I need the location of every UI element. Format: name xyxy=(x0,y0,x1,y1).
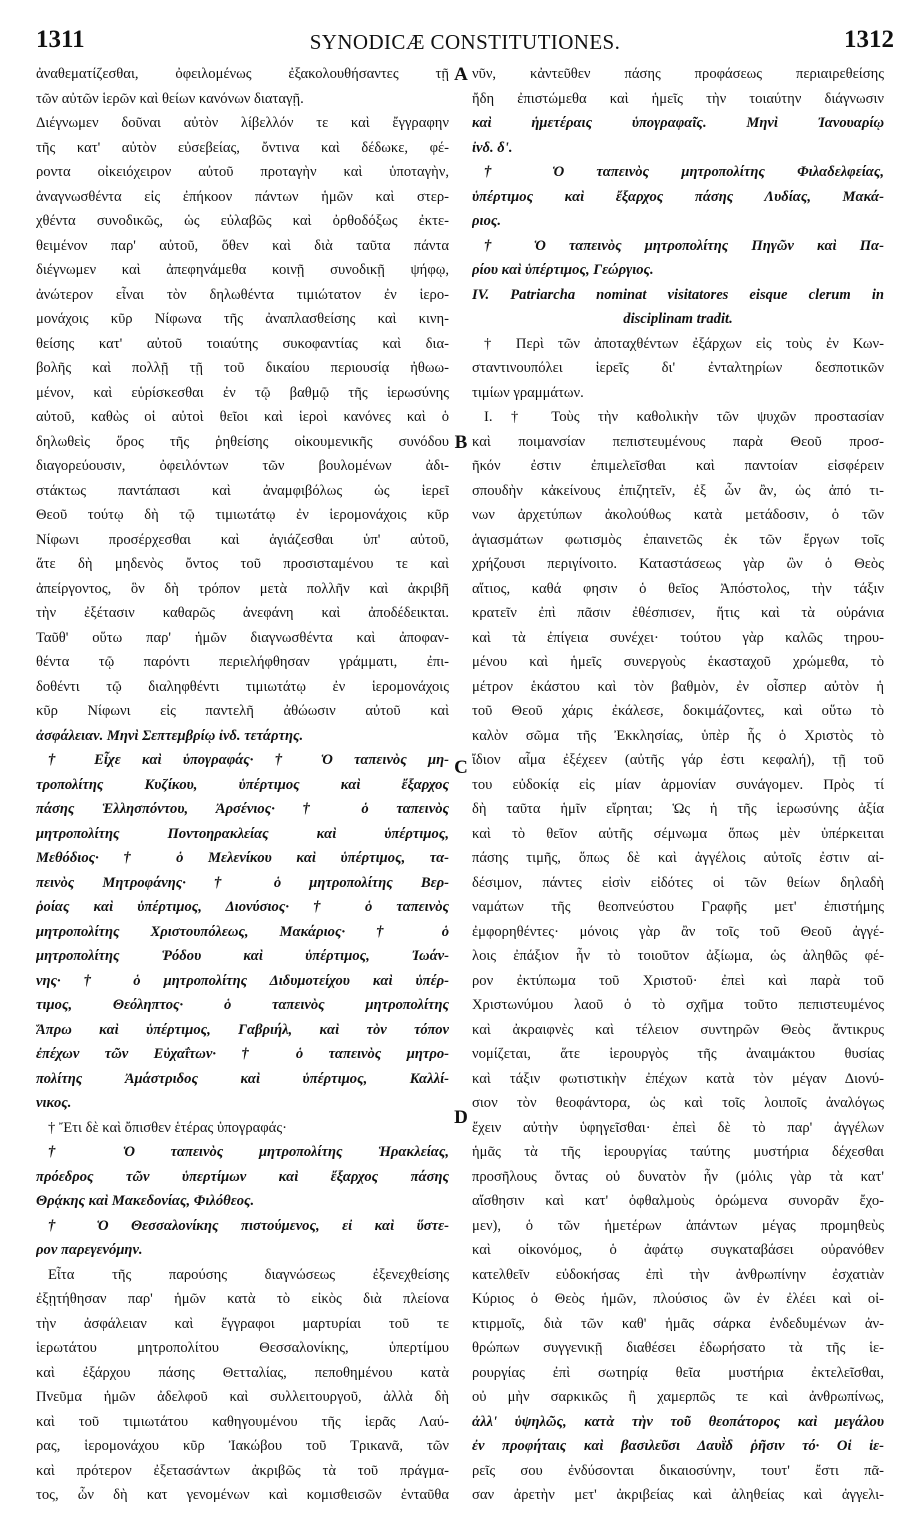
text-line: ἀναθεματίζεσθαι, ὀφειλομένως ἐξακολουθήσαντες τῇ xyxy=(36,66,449,82)
text-line: πρόεδρος τῶν ὑπερτίμων καὶ ἔξαρχος πάσης xyxy=(36,1168,449,1185)
text-line: μονάχοις κῦρ Νίφωνα τῆς ἀναπλασθείσης καὶ κινη- xyxy=(36,311,449,327)
text-line: ῆκόν ἐστιν ἐπιμελεῖσθαι καὶ παντοίαν εἰσφέρειν xyxy=(472,458,884,474)
text-line: † Περὶ τῶν ἀποταχθέντων ἐξάρχων εἰς τοὺς ἐν Κων- xyxy=(484,335,884,352)
text-line: πολίτης Ἀμάστριδος καὶ ὑπέρτιμος, Καλλί- xyxy=(36,1070,449,1087)
margin-letter-a: A xyxy=(454,64,468,85)
text-line: ἐμφορηθέντες· μόνοις γὰρ ἂν τοῖς τοῦ Θεοῦ ἀγγέ- xyxy=(472,923,884,940)
text-line: νων ἀρχετύπων ἀκολούθως κατὰ μετάδοσιν, ὁ τῶν xyxy=(472,507,884,523)
text-line: † Ὁ ταπεινὸς μητροπολίτης Ἡρακλείας, xyxy=(48,1144,449,1160)
text-line: μένου καὶ ἡμεῖς συνεργοὺς ἑκασταχοῦ χρώμεθα, τὸ xyxy=(472,654,884,670)
text-line: ρον ἐκτύπωμα τοῦ Χριστοῦ· ἐπεὶ καὶ παρὰ τοῦ xyxy=(472,972,884,989)
text-line: Χριστωνύμου λαοῦ ὁ τὸ σχῆμα τοῦτο πεπιστευμένος xyxy=(472,997,884,1013)
text-line: νικος. xyxy=(36,1095,72,1111)
text-line: μητροπολίτης Ποντοηρακλείας καὶ ὑπέρτιμος, xyxy=(36,825,449,842)
text-line: καὶ οἰκονόμος, ὁ ἀφάτῳ συγκαταβάσει οὐρανόθεν xyxy=(472,1242,884,1258)
text-line: Διέγνωμεν δοῦναι αὐτὸν λίβελλόν τε καὶ ἔγγραφην xyxy=(36,115,449,131)
text-line: ἅτε δὴ μηδενὸς ὄντος τοῦ προσισταμένου τε καὶ xyxy=(36,556,449,572)
text-line: δηλωθεὶς ὅρος τῆς ῥηθείσης οἰκουμενικῆς συνόδου xyxy=(36,433,449,450)
text-line: καὶ ποιμανσίαν πεπιστευμένους παρὰ Θεοῦ προσ- xyxy=(472,433,884,450)
text-line: τροπολίτης Κυζίκου, ὑπέρτιμος καὶ ἔξαρχος xyxy=(36,776,449,793)
text-line: τοῦ Θεοῦ χάρις ἐκάλεσε, δοκιμάζοντες, καὶ οὕτω τὸ xyxy=(472,703,884,719)
right-page-number: 1312 xyxy=(844,26,894,53)
text-line: ριος. xyxy=(472,213,502,229)
text-line: † Ὁ ταπεινὸς μητροπολίτης Πηγῶν καὶ Πα- xyxy=(484,237,884,254)
text-line: μένον, καὶ εὑρίσκεσθαι ἐν τῷ βαθμῷ τῆς ἱερωσύνης xyxy=(36,384,449,401)
left-column xyxy=(36,62,449,1508)
text-line: ρουργίας ἐπὶ σωτηρίᾳ θεῖα μυστήρια ἐκτελεῖσθαι, xyxy=(472,1364,884,1381)
text-line: δοθέντι τῷ διαληφθέντι τιμιωτάτῳ ἐν ἱερομονάχοις xyxy=(36,678,449,695)
text-line: ῥοίας καὶ ὑπέρτιμος, Διονύσιος· † ὁ ταπεινὸς xyxy=(36,899,449,915)
text-line: ἴδιον αἷμα ἐξέχεεν (αὐτῆς γάρ ἐστι κεφαλή), τῇ τοῦ xyxy=(472,752,884,768)
text-line: χθέντα συνοδικῶς, ὡς εὐλαβῶς καὶ ὀρθοδόξως ἐκτε- xyxy=(36,213,449,229)
text-line: ἤδη ἐπιστώμεθα καὶ ἡμεῖς τὴν τοιαύτην διάγνωσιν xyxy=(472,90,884,107)
text-line: καὶ τοῦ τιμιωτάτου καθηγουμένου τῆς ἱερᾶς Λαύ- xyxy=(36,1413,449,1430)
text-line: ρον παρεγενόμην. xyxy=(36,1242,143,1258)
text-line: † Ὁ ταπεινὸς μητροπολίτης Φιλαδελφείας, xyxy=(484,164,884,180)
text-line: πάσης τιμῆς, ὅπως δὲ καὶ ἀγγέλοις αὐτοῖς ἐστιν αἰ- xyxy=(472,850,884,866)
text-line: καὶ τὰ ἐπίγεια συνέχει· τούτου γὰρ καλῶς τηρου- xyxy=(472,629,884,646)
text-line: κτιρμοῖς, διὰ τῶν καθ' ἡμᾶς σάρκα ἐνδεδυμένων ἀν- xyxy=(472,1315,884,1332)
text-line: στάκτως παντάπασι καὶ ἀναμφιβόλως ὡς ἱερεῖ xyxy=(36,482,449,499)
running-title: SYNODICÆ CONSTITUTIONES. xyxy=(309,30,621,54)
text-line: ἐξῃτήθησαν παρ' ἡμῶν κατὰ τὸ εἰκὸς διὰ πλείονα xyxy=(36,1291,449,1307)
text-line: διαγορεύουσιν, ὀφειλόντων τῶν βουλομένων ἀδι- xyxy=(36,458,449,474)
text-line: τῶν αὐτῶν ἱερῶν καὶ θείων κανόνων διαταγῇ. xyxy=(36,90,304,107)
text-line: τιμος, Θεόληπτος· ὁ ταπεινὸς μητροπολίτης xyxy=(36,997,449,1013)
text-line: ἱερωτάτου μητροπολίτου Θεσσαλονίκης, ὑπερτίμου xyxy=(36,1340,449,1356)
text-line: ἁγιασμάτων φωτισμὸς ἐπαινετῶς ἐκ τῶν ἔργων τοῖς xyxy=(472,531,884,548)
text-line: ἀλλ' ὑψηλῶς, κατὰ τὴν τοῦ θεοπάτορος καὶ μεγάλου xyxy=(472,1413,884,1430)
text-line: Θρᾴκης καὶ Μακεδονίας, Φιλόθεος. xyxy=(36,1193,255,1209)
text-line: σταντινουπόλει ἱερεῖς δι' ἐνταλτηρίων δεσποτικῶν xyxy=(472,360,884,376)
text-line: Ι. † Τοὺς τὴν καθολικὴν τῶν ψυχῶν προστασίαν xyxy=(484,409,884,425)
text-line: Κύριος ὁ Θεὸς ἡμῶν, πλούσιος ὢν ἐν ἐλέει καὶ οἰ- xyxy=(472,1291,884,1307)
text-line: νομίζεται, ἅτε ἱερουργὸς τῆς ἀναιμάκτου θυσίας xyxy=(472,1046,884,1062)
text-line: θειμένον παρ' αὐτοῦ, ὅθεν καὶ διὰ ταῦτα πάντα xyxy=(36,237,449,254)
text-line: διέγνωμεν καὶ ἀπεφηνάμεθα κοινῇ συνοδικῇ ψήφῳ, xyxy=(36,262,449,278)
text-line: πεινὸς Μητροφάνης· † ὁ μητροπολίτης Βερ- xyxy=(36,874,449,891)
text-line: τὴν ἀσφάλειαν καὶ ἔγγραφοι μαρτυρίαι τοῦ τε xyxy=(36,1315,449,1332)
text-line: δέσιμον, πάντες εἰσὶν εἰδότες οἱ τῶν θείων δηλαδὴ xyxy=(472,874,884,891)
text-line: ἀνώτερον εἶναι τὸν δηλωθέντα τιμιώτατον ἐν ἱερο- xyxy=(36,286,449,303)
text-line: μεν), ὁ τῶν ἡμετέρων ἁπάντων μέγας προμηθεὺς xyxy=(472,1217,884,1234)
text-line: νῦν, κἀντεῦθεν πάσης προφάσεως περιαιρεθείσης xyxy=(472,66,884,82)
text-line: disciplinam tradit. xyxy=(623,311,733,327)
text-line: θρώπων συγγενικῇ διαθέσει ἐδωρήσατο τὰ τῆς ἱε- xyxy=(472,1340,884,1356)
left-page-number: 1311 xyxy=(36,26,85,53)
text-line: † Ὁ Θεσσαλονίκης πιστούμενος, εἰ καὶ ὕστε- xyxy=(48,1217,449,1234)
text-line: βολῆς καὶ πολλῇ τῇ τοῦ δικαίου περιουσίᾳ ἠθωω- xyxy=(36,360,449,376)
text-line: † Εἶχε καὶ ὑπογραφάς· † Ὁ ταπεινὸς μη- xyxy=(48,752,449,768)
text-line: σπουδὴν κἀκείνους ἐπιζητεῖν, ἐξ ὧν ἂν, ὡς ἀπό τι- xyxy=(472,482,884,499)
text-line: μέτρον ἑκάστου καὶ τὸν βαθμὸν, ἐν οἷσπερ αὐτὸν ἡ xyxy=(472,678,884,695)
text-line: σαν ἀρετὴν μετ' ἀκριβείας καὶ ἀληθείας καὶ ἀγγελι- xyxy=(472,1487,884,1503)
text-line: ἰνδ. δ'. xyxy=(472,139,513,156)
margin-letter-d: D xyxy=(454,1107,468,1128)
right-column xyxy=(472,62,884,1508)
text-line: καὶ ἀκραιφνὲς καὶ τέλειον συντηρῶν Θεὸς ἄντικρυς xyxy=(472,1021,884,1038)
text-line: καὶ τὸ θεῖον αὐτῆς σέμνωμα ὅπως μὲν ὑπέρκειται xyxy=(472,825,884,842)
text-line: Θεοῦ τούτῳ δὴ τῷ τιμιωτάτῳ ἐν ἱερομονάχοις κῦρ xyxy=(36,507,449,523)
text-line: καλὸν σῶμα τῆς Ἐκκλησίας, ὑπὲρ ἧς ὁ Χριστὸς τὸ xyxy=(472,727,884,744)
text-line: ἐπέχων τῶν Εὐχαΐτων· † ὁ ταπεινὸς μητρο- xyxy=(36,1046,449,1062)
text-line: Νίφωνι προσέρχεσθαι καὶ ἁγιάζεσθαι ὑπ' αὐτοῦ, xyxy=(36,531,449,548)
text-line: αὐτοῦ, καθὼς οἱ αὐτοὶ θεῖοι καὶ ἱεροὶ κανόνες καὶ ὁ xyxy=(36,409,449,425)
text-line: χρήζουσι περιγίνοιτο. Καταστάσεως γὰρ ὢν ὁ Θεὸς xyxy=(472,556,884,572)
text-line: καὶ ἡμετέραις ὑπογραφαῖς. Μηνὶ Ἰανουαρίῳ xyxy=(472,115,884,131)
text-line: λοις ἐπάξιον ἦν τὸ τοιοῦτον ἀξίωμα, ὡς ἀληθῶς φέ- xyxy=(472,948,884,964)
text-line: ροντα οἰκειόχειρον αὐτοῦ προταγὴν καὶ ὑποταγὴν, xyxy=(36,164,449,180)
text-line: οὐ μὴν σαρκικῶς ἢ χαμερπῶς τε καὶ ἀνθρωπίνως, xyxy=(472,1389,884,1405)
text-line: τῆς κατ' αὐτὸν εὐσεβείας, ὄντινα καὶ δέδωκε, φέ- xyxy=(36,139,449,156)
text-line: Ταῦθ' οὕτω παρ' ἡμῶν διαγνωσθέντα καὶ ἀποφαν- xyxy=(36,629,449,646)
text-line: καὶ τάξιν φωτιστικὴν ἐπέχων κατὰ τὸν μέγαν Διονύ- xyxy=(472,1070,884,1087)
text-line: ὑπέρτιμος καὶ ἔξαρχος πάσης Λυδίας, Μακά- xyxy=(472,188,884,205)
text-line: ἀναγνωσθέντα εἰς ἐπήκοον πάντων ἡμῶν καὶ στερ- xyxy=(36,188,449,205)
text-line: ἀπείργοντος, ὃν δὴ τρόπον μετὰ πολλῆν καὶ ἀκριβῆ xyxy=(36,580,449,597)
text-line: μητροπολίτης Χριστουπόλεως, Μακάριος· † ὁ xyxy=(36,923,449,940)
text-line: Ἄπρω καὶ ὑπέρτιμος, Γαβριήλ, καὶ τὸν τόπον xyxy=(36,1021,449,1038)
text-line: ρίου καὶ ὑπέρτιμος, Γεώργιος. xyxy=(472,262,654,278)
text-line: † Ἔτι δὲ καὶ ὄπισθεν ἑτέρας ὑπογραφάς· xyxy=(48,1119,287,1136)
text-line: αἴτιος, καθά φησιν ὁ θεῖος Ἀπόστολος, τὴν τάξιν xyxy=(472,580,884,597)
margin-letter-c: C xyxy=(454,757,468,778)
text-line: θείσης κατ' αὐτοῦ τοιαύτης συκοφαντίας καὶ δια- xyxy=(36,335,449,352)
text-line: δὴ ταῦτα ἡμῖν εἴρηται; Ὡς ἡ τῆς ἱερωσύνης ἀξία xyxy=(472,801,884,817)
text-line: ἀσφάλειαν. Μηνὶ Σεπτεμβρίῳ ἰνδ. τετάρτης. xyxy=(36,727,304,744)
text-line: σιον τὸν θεοφάντορα, ὡς καὶ τοῖς λοιποῖς ἀναλόγως xyxy=(472,1095,884,1111)
text-line: καὶ ἐξάρχου πάσης Θετταλίας, πεποθημένου κατὰ xyxy=(36,1364,449,1381)
text-line: τιμίων γραμμάτων. xyxy=(472,384,584,401)
text-line: ρας, ἱερομονάχου κῦρ Ἰακώβου τοῦ Τρικανᾶ, τῶν xyxy=(36,1438,449,1454)
text-line: νης· † ὁ μητροπολίτης Διδυμοτείχου καὶ ὑπέρ- xyxy=(36,972,449,989)
text-line: θέντα τῷ παρόντι περιελήφθησαν γράμματι, ἐπι- xyxy=(36,654,449,670)
text-line: καὶ πρότερον ἐξετασάντων ἀκριβῶς τὰ τοῦ πράγμα- xyxy=(36,1462,449,1479)
text-line: Μεθόδιος· † ὁ Μελενίκου καὶ ὑπέρτιμος, τα- xyxy=(36,850,449,866)
text-line: ἐν προφήταις καὶ βασιλεῦσι Δαυῒδ ῥῆσιν τό· Οἱ ἱε- xyxy=(472,1438,884,1454)
text-line: ἔχειν αὐτὴν ὑφηγεῖσθαι· ἐπεὶ δὲ τὸ παρ' ἀγγέλων xyxy=(472,1119,884,1136)
margin-letter-b: B xyxy=(454,432,468,453)
text-line: κατελθεῖν εὐδοκήσας ἐπὶ τὴν ἀνθρωπίνην ἐσχατιὰν xyxy=(472,1266,884,1283)
text-line: προσῆλους ὄντας οὐ δυνατὸν ἦν (μόλις γὰρ τὰ κατ' xyxy=(472,1168,884,1185)
text-line: πάσης Ἑλλησπόντου, Ἀρσένιος· † ὁ ταπεινὸς xyxy=(36,801,449,817)
text-line: ναμάτων τῆς θεοπνεύστου Γραφῆς μετ' ἐπιστήμης xyxy=(472,899,884,915)
text-line: ρεῖς σου ἐνδύσονται δικαιοσύνην, τουτ' ἔστι πᾶ- xyxy=(472,1462,884,1479)
text-line: Πνεῦμα ἡμῶν ἀδελφοῦ καὶ συλλειτουργοῦ, ἀλλὰ δὴ xyxy=(36,1389,449,1405)
running-header xyxy=(36,26,894,62)
text-line: τὴν ἐξέτασιν καθαρῶς ἀνεφάνη καὶ ἀποδέδεικται. xyxy=(36,605,449,621)
text-line: μητροπολίτης Ῥόδου καὶ ὑπέρτιμος, Ἰωάν- xyxy=(36,948,449,964)
text-line: κῦρ Νίφωνι εἰς παντελῆ ἀθώωσιν αὐτοῦ καὶ xyxy=(36,703,449,719)
text-line: ἡμᾶς τὰ τῆς ἱερουργίας ταύτης μυστήρια δέχεσθαι xyxy=(472,1144,884,1160)
text-line: του εὐδοκίᾳ εἰς μίαν ἁρμονίαν συνάγομεν. Πρὸς τί xyxy=(472,776,884,793)
text-line: τος, ὧν δὴ κατ γενομένων καὶ κομισθεισῶν ἐνταῦθα xyxy=(36,1487,449,1503)
text-line: Εἶτα τῆς παρούσης διαγνώσεως ἐξενεχθείσης xyxy=(48,1266,449,1283)
text-line: κρατεῖν ἐπὶ πᾶσιν ἐθέσπισεν, ἥτις καὶ τὰ οὐράνια xyxy=(472,605,884,621)
text-line: IV. Patriarcha nominat visitatores eisque clerum in xyxy=(472,286,884,303)
text-line: αἴσθησιν καὶ κατ' ὀφθαλμοὺς ὁρώμενα συνορᾶν ἔχο- xyxy=(472,1193,884,1209)
